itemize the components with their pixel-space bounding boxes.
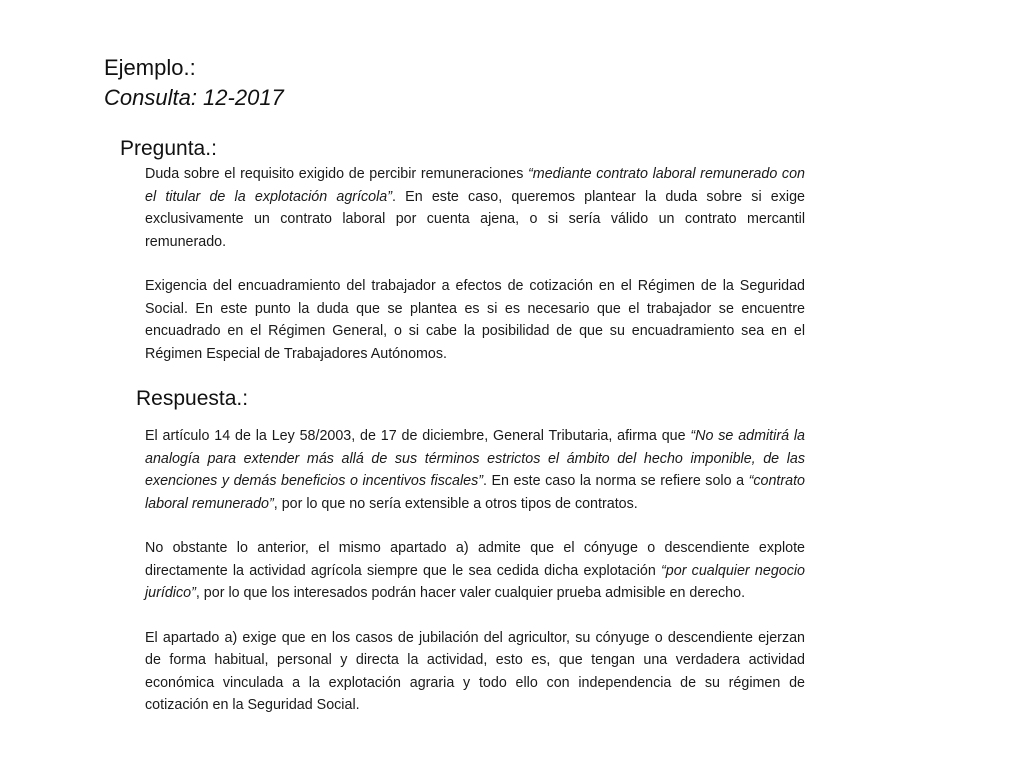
text-run: , por lo que los interesados podrán hacer valer cualquier prueba admisible en derecho. (195, 585, 746, 601)
pregunta-paragraph-1 (145, 163, 805, 253)
pregunta-paragraph-2 (145, 275, 805, 365)
slide-title: Ejemplo.: (104, 55, 196, 80)
respuesta-text (145, 425, 805, 717)
pregunta-heading: Pregunta.: (120, 137, 217, 160)
consulta-number: Consulta: 12-2017 (104, 85, 284, 110)
text-run: Exigencia del encuadramiento del trabajador a efectos de cotización en el Régimen de la Seguridad Social. En este punto la duda que se plantea es si es necesario que el trabajador se encuentre encuadrado en el Régimen General, o si cabe la posibilidad de que su encuadramiento sea en el Régimen Especial de Trabajadores Autónomos. (145, 278, 805, 362)
respuesta-heading: Respuesta.: (136, 387, 249, 410)
text-run: . En este caso, queremos plantear la duda sobre si exige exclusivamente un contrato laboral por cuenta ajena, o si sería válido un contrato mercantil remunerado. (145, 188, 805, 250)
text-run: , por lo que no sería extensible a otros tipos de contratos. (273, 495, 638, 512)
pregunta-text (145, 163, 805, 365)
text-run: El apartado a) exige que en los casos de jubilación del agricultor, su cónyuge o descendiente ejerzan de forma habitual, personal y directa la actividad, esto es, que tengan una verdadera actividad económica vinculada a la explotación agraria y todo ello con independencia de su régimen de cotización en la Seguridad Social. (145, 629, 805, 713)
text-run: No obstante lo anterior, el mismo apartado a) admite que el cónyuge o descendiente explote directamente la actividad agrícola siempre que le sea cedida dicha explotación (145, 540, 805, 579)
respuesta-paragraph-2 (145, 537, 805, 605)
text-run-italic: “contrato laboral remunerado” (145, 473, 806, 512)
respuesta-paragraph-3 (145, 627, 805, 717)
text-run: Duda sobre el requisito exigido de percibir remuneraciones (145, 166, 529, 182)
text-run-italic: “por cualquier negocio jurídico” (145, 562, 805, 601)
text-run-italic: “mediante contrato laboral remunerado con el titular de la explotación agrícola” (145, 166, 805, 205)
respuesta-paragraph-1 (145, 425, 805, 515)
text-run: . En este caso la norma se refiere solo a (483, 473, 749, 489)
text-run-italic: “No se admitirá la analogía para extender más allá de sus términos estrictos el ámbito del hecho imponible, de las exenciones y demás beneficios o incentivos fiscales” (145, 428, 806, 489)
slide-title-block (104, 53, 284, 113)
text-run: El artículo 14 de la Ley 58/2003, de 17 de diciembre, General Tributaria, afirma que (145, 428, 691, 444)
